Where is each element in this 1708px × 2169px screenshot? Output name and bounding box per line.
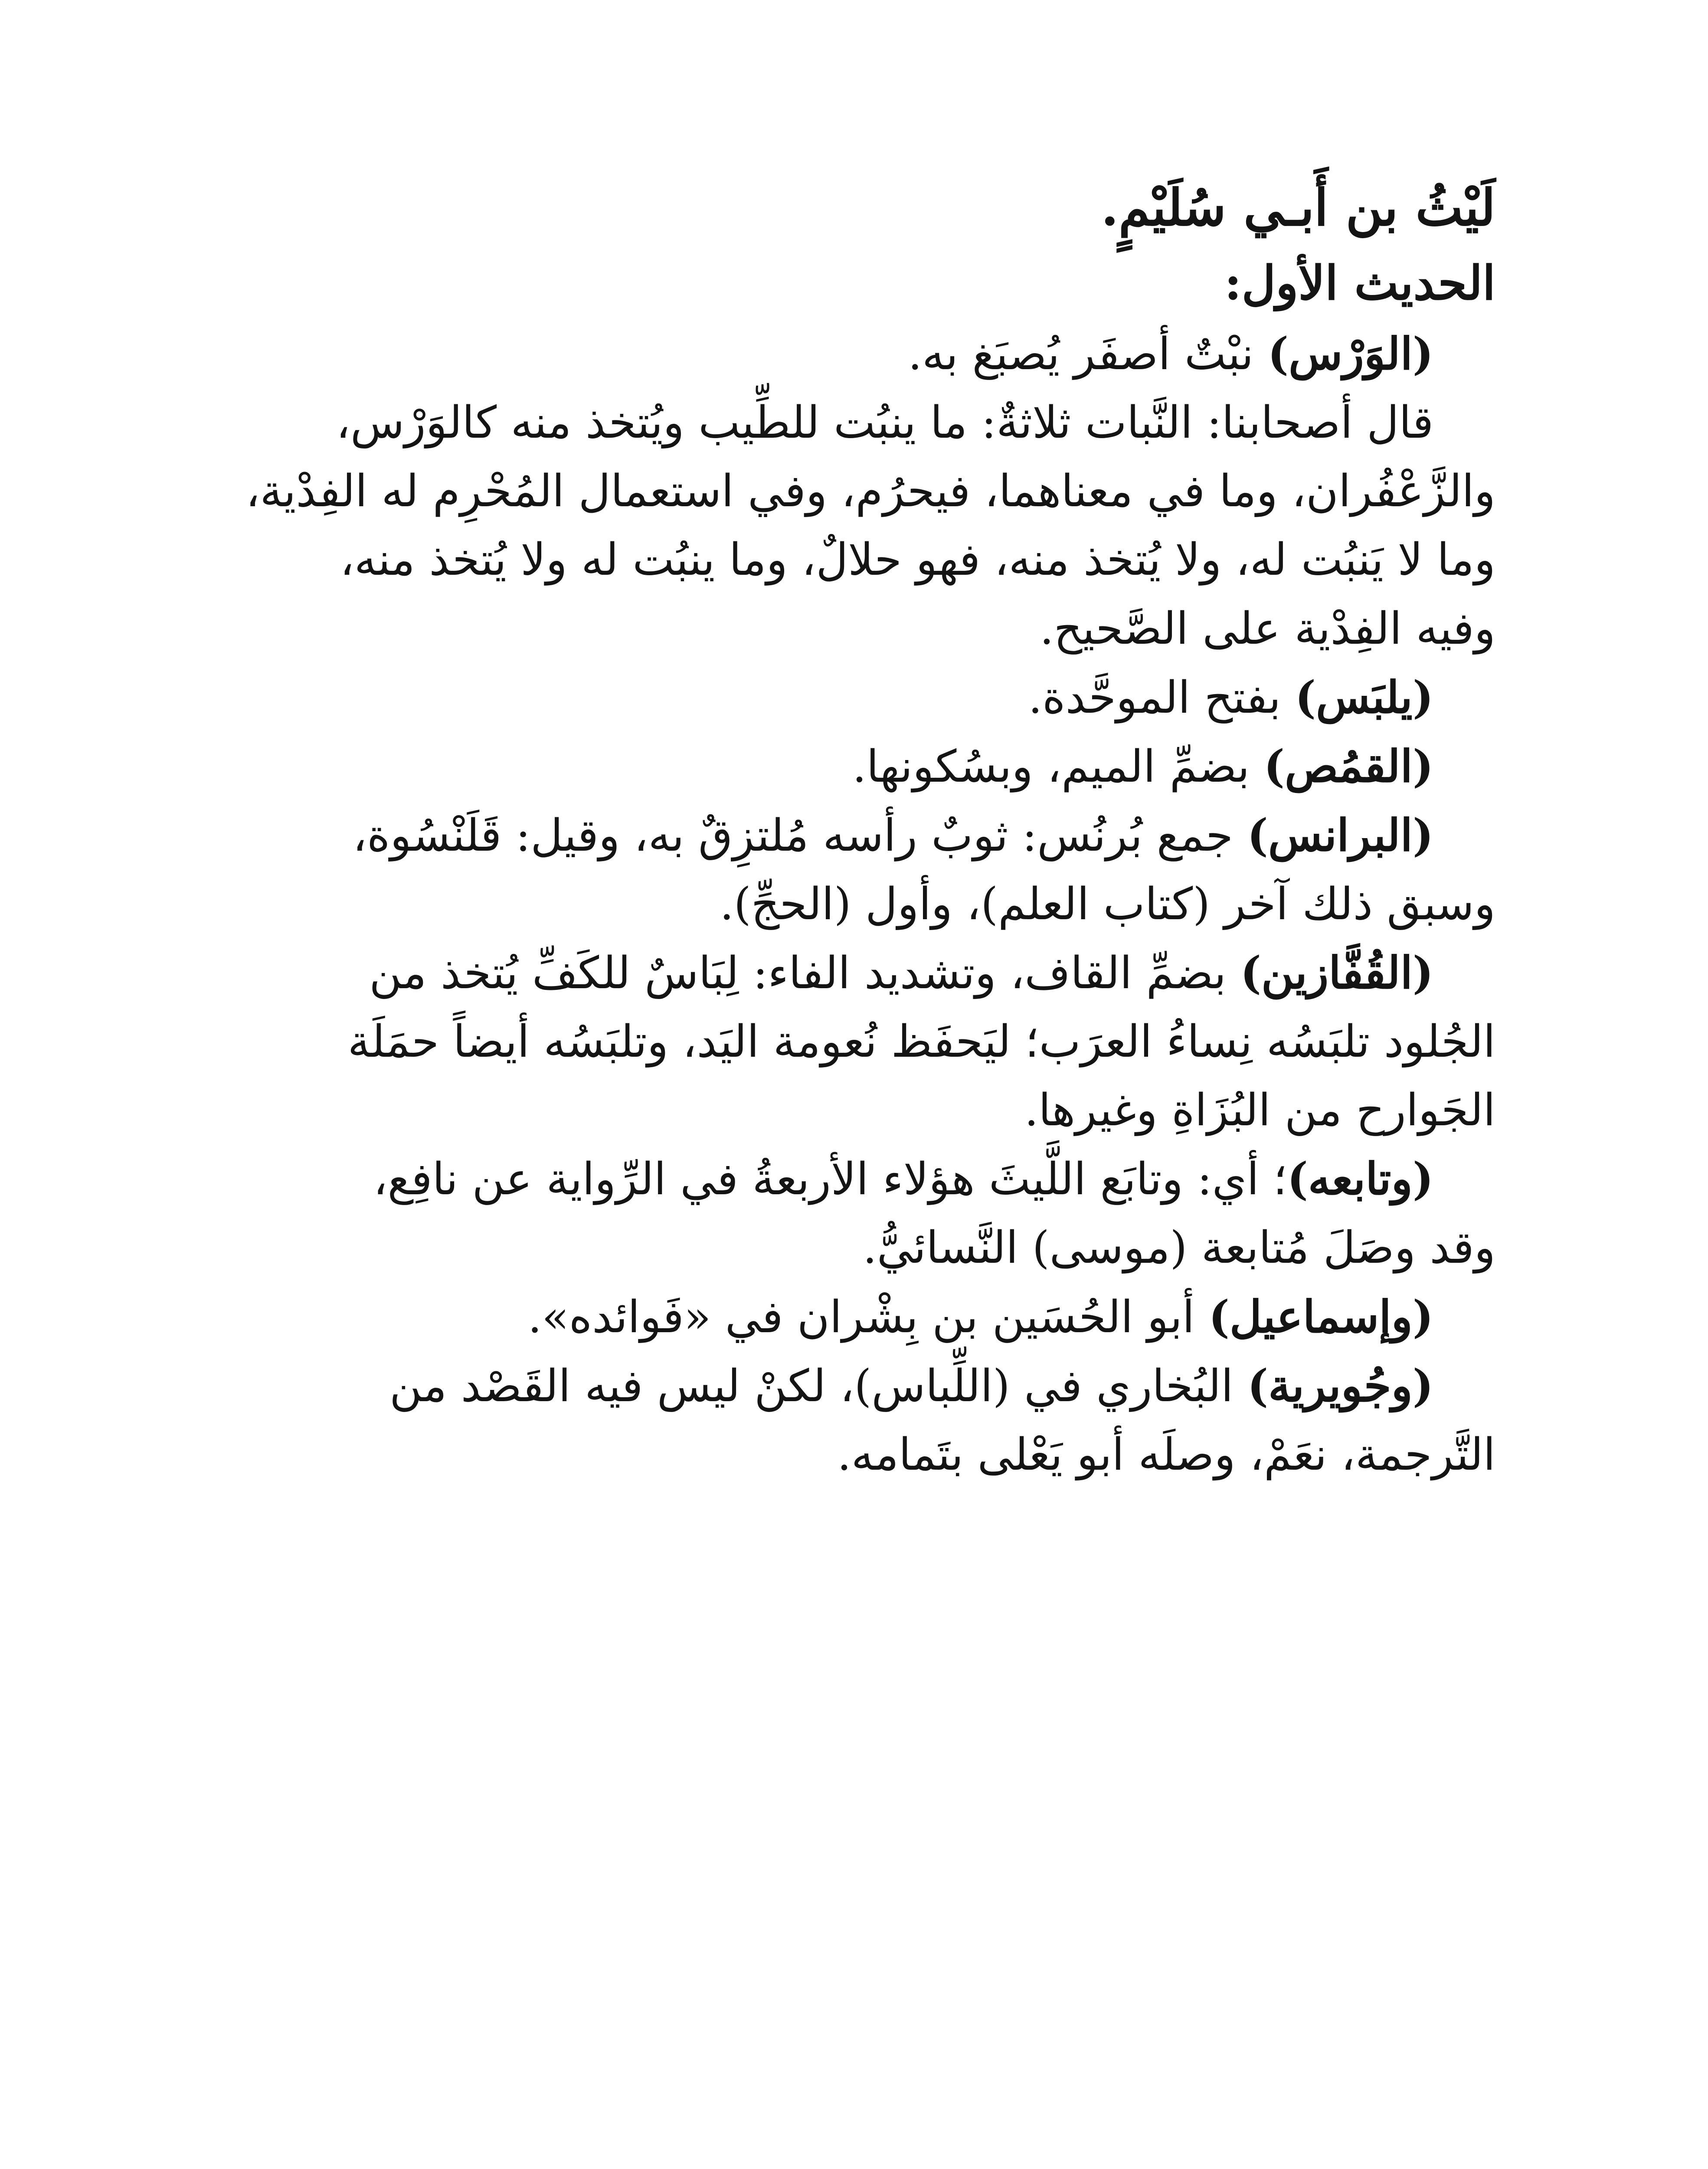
line-text: نبْتٌ أصفَر يُصبَغ به. (908, 328, 1268, 380)
line-text: بفتح الموحَّدة. (1028, 672, 1295, 724)
page-body-text (208, 169, 1495, 1489)
text-line (208, 1283, 1495, 1352)
line-text: الحديث الأول: (1224, 256, 1495, 311)
text-line (208, 1421, 1495, 1489)
line-text: ؛ أي: وتابَع اللَّيثَ هؤلاء الأربعةُ في الرِّواية عن نافِع، (373, 1153, 1287, 1206)
text-line (208, 1008, 1495, 1076)
text-line (208, 595, 1495, 663)
glossed-term: (يلبَس) (1295, 671, 1434, 724)
text-line (208, 939, 1495, 1008)
line-text: لَيْثُ بن أَبـي سُلَيْمٍ. (1101, 178, 1495, 237)
line-text: وقد وصَلَ مُتابعة (موسى) النَّسائيُّ. (863, 1222, 1495, 1274)
text-line (208, 526, 1495, 594)
section-heading (208, 169, 1495, 247)
line-text: أبو الحُسَين بن بِشْران في «فَوائده». (527, 1291, 1209, 1343)
line-text: والزَّعْفُران، وما في معناهما، فيحرُم، وفي استعمال المُحْرِم له الفِدْية، (245, 465, 1495, 518)
text-line (208, 1352, 1495, 1421)
line-text: البُخاري في (اللِّباس)، لكنْ ليس فيه القَصْد من (389, 1360, 1247, 1412)
text-line (208, 870, 1495, 939)
text-line (208, 663, 1495, 732)
text-line (208, 457, 1495, 526)
glossed-term: (القُفَّازين) (1240, 947, 1434, 999)
text-line (208, 1076, 1495, 1145)
glossed-term: (البرانس) (1247, 809, 1434, 862)
line-text: قال أصحابنا: النَّبات ثلاثةٌ: ما ينبُت للطِّيب ويُتخذ منه كالوَرْس، (336, 397, 1434, 449)
line-text: جمع بُرنُس: ثوبٌ رأسه مُلتزِقٌ به، وقيل: قَلَنْسُوة، (353, 809, 1247, 862)
glossed-term: (وجُويرية) (1247, 1360, 1434, 1412)
glossed-term: (القمُص) (1263, 740, 1434, 793)
text-line (208, 320, 1495, 389)
line-text: بضمِّ الميم، وبسُكونها. (852, 740, 1264, 793)
line-text: وفيه الفِدْية على الصَّحيح. (1040, 603, 1495, 655)
line-text: وما لا يَنبُت له، ولا يُتخذ منه، فهو حلالٌ، وما ينبُت له ولا يُتخذ منه، (340, 534, 1495, 586)
glossed-term: (الوَرْس) (1267, 328, 1434, 380)
text-line (208, 732, 1495, 801)
line-text: الجَوارح من البُزَاةِ وغيرها. (1024, 1084, 1495, 1137)
text-line (208, 1145, 1495, 1214)
glossed-term: (وإسماعيل) (1208, 1291, 1434, 1343)
glossed-term: (وتابعه) (1287, 1153, 1434, 1206)
line-text: وسبق ذلك آخر (كتاب العلم)، وأول (الحجِّ). (720, 878, 1495, 930)
line-text: التَّرجمة، نعَمْ، وصلَه أبو يَعْلى بتَمامه. (837, 1429, 1495, 1481)
line-text: الجُلود تلبَسُه نِساءُ العرَب؛ ليَحفَظ نُعومة اليَد، وتلبَسُه أيضاً حمَلَة (347, 1016, 1495, 1068)
section-heading (208, 247, 1495, 320)
line-text: بضمِّ القاف، وتشديد الفاء: لِبَاسٌ للكَفِّ يُتخذ من (369, 947, 1240, 999)
text-line (208, 801, 1495, 870)
text-line (208, 1214, 1495, 1282)
text-line (208, 389, 1495, 457)
